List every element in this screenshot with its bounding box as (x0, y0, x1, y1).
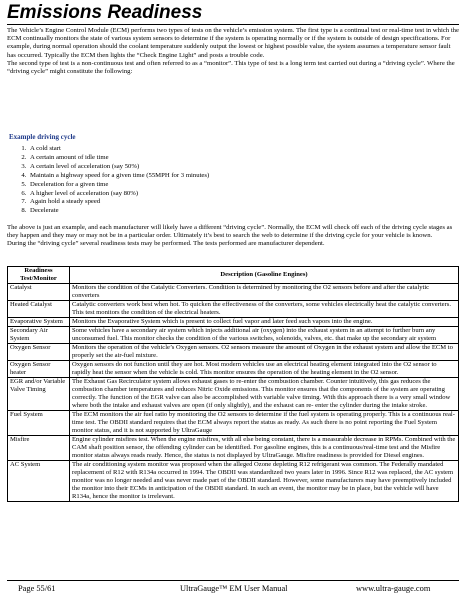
list-item: 4. Maintain a highway speed for a given time (55MPH for 3 minutes) (28, 172, 209, 181)
monitor-name: Oxygen Sensor heater (8, 361, 70, 378)
monitor-description: Catalytic converters work best when hot. To quicken the effectiveness of the converters, some vehicles electrically heat the catalytic converters. This test monitors the condition of the electrical heaters. (70, 301, 459, 318)
driving-cycle-list (16, 145, 209, 216)
column-header: Description (Gasoline Engines) (70, 267, 459, 284)
footer-rule (7, 580, 459, 581)
list-item: 1. A cold start (28, 145, 209, 154)
list-item: 5. Deceleration for a given time (28, 181, 209, 190)
table-row (8, 318, 459, 327)
table-row (8, 361, 459, 378)
column-header: Readiness Test/Monitor (8, 267, 70, 284)
monitor-description: The air conditioning system monitor was proposed when the alleged Ozone depleting R12 refrigerant was common. The Federally mandated replacement of R12 with R134a occurred in 1994. The OBDII was standardized two years later in 1996. Since R12 was replaced, the AC system monitor was no longer needed and was never made part of the OBDII standard. However, some manufacturers may have preemptively included the monitor into their ECMs in anticipation of the OBDII standard. In such an event, the monitor may be in place, but the vehicle will have R134a, hence the monitor is irrelevant. (70, 461, 459, 502)
monitor-description: Monitors the Evaporative System which is present to collect fuel vapor and later feed such vapors into the engine. (70, 318, 459, 327)
monitor-description: The Exhaust Gas Recirculator system allows exhaust gases to re-enter the combustion chamber. Counter intuitively, this gas reduces the combustion chamber temperatures and reduces Nitric Oxide emissions. This monitor ensures that the components of the system are operating correctly. The function of the EGR valve can also be accomplished with variable valve timing. With this approach there is a very small window where both the intake and exhaust valves are open (if only slightly), and the exhaust can re- enter the cylinder during the intake stroke. (70, 378, 459, 411)
after-list-text (7, 224, 459, 249)
monitor-name: Secondary Air System (8, 327, 70, 344)
title-underline (7, 24, 459, 25)
intro-paragraph: The Vehicle’s Engine Control Module (ECM) performs two types of tests on the vehicle’s emission system. The first type is a continual test or real-time test in which the ECM continually monitors the state of various system sensors to determine if the system is operating normally or if the system is outside of design specifications. For example, during normal operation should the coolant temperature suddenly output the lowest or highest possible value, the system assumes a temperature sensor fault has occurred. Typically the ECM then lights the “Check Engine Light” and posts a trouble code. (7, 27, 459, 59)
intro-text (7, 27, 459, 76)
monitor-name: Oxygen Sensor (8, 344, 70, 361)
list-item: 8. Decelerate (28, 207, 209, 216)
table-header-row (8, 267, 459, 284)
monitor-name: AC System (8, 461, 70, 502)
monitor-description: Engine cylinder misfires test. When the engine misfires, with all else being constant, there is a measurable decrease in RPMs. Combined with the CAM shaft position sensor, the offending cylinder can be identified. For gasoline engines, this is a continuous/real-time test and the Misfire monitor status always reads ready. Hence, the status is not displayed by UltraGauge. Misfire readiness is provided for Diesel engines. (70, 436, 459, 461)
footer-manual-title: UltraGauge™ EM User Manual (180, 584, 288, 593)
list-item: 6. A higher level of acceleration (say 80%) (28, 190, 209, 199)
table-row (8, 344, 459, 361)
footer-page-number: Page 55/61 (18, 584, 56, 593)
body-paragraph: During the “driving cycle” several readiness tests may be performed. The tests performed are manufacturer dependent. (7, 240, 325, 248)
monitor-description: Oxygen sensors do not function until they are hot. Most modern vehicles use an electrical heating element integrated into the O2 sensor to rapidly heat the sensor when the vehicle is cold. This monitor ensures the operation of the heating element in the O2 sensor. (70, 361, 459, 378)
list-item: 7. Again hold a steady speed (28, 198, 209, 207)
monitor-description: Some vehicles have a secondary air system which injects additional air (oxygen) into the exhaust system in an attempt to further burn any unconsumed fuel. This monitor checks the condition of the various switches, solenoids, valves, etc. that make up the secondary air system (70, 327, 459, 344)
table-row (8, 436, 459, 461)
body-paragraph: The above is just an example, and each manufacturer will likely have a different “driving cycle”. Normally, the ECM will check off each of the driving cycle stages as they happen and they may or may not be in a particular order. Ultimately it’s best to search the web to determine if the driving cycle for your vehicle is known. (7, 224, 453, 240)
monitor-name: Fuel System (8, 411, 70, 436)
monitor-name: Evaporative System (8, 318, 70, 327)
monitor-description: Monitors the operation of the vehicle’s Oxygen sensors. O2 sensors measure the amount of Oxygen in the exhaust system and allow the ECM to properly set the air-fuel mixture. (70, 344, 459, 361)
monitor-description: Monitors the condition of the Catalytic Converters. Condition is determined by monitoring the O2 sensors before and after the catalytic converters (70, 284, 459, 301)
list-item: 2. A certain amount of idle time (28, 154, 209, 163)
monitor-name: EGR and/or Variable Valve Timing (8, 378, 70, 411)
table-row (8, 411, 459, 436)
example-heading: Example driving cycle (9, 133, 76, 141)
readiness-table (7, 266, 459, 502)
monitor-name: Heated Catalyst (8, 301, 70, 318)
list-item: 3. A certain level of acceleration (say 50%) (28, 163, 209, 172)
monitor-description: The ECM monitors the air fuel ratio by monitoring the O2 sensors to determine if the fuel system is operating properly. This is a continuous real-time test. The OBDII standard requires that the ECM always report the status as ready. As such there is no point reporting the Fuel System monitor status, and it is not supported by UltraGauge (70, 411, 459, 436)
page-title: Emissions Readiness (7, 2, 203, 23)
table-row (8, 461, 459, 502)
monitor-name: Misfire (8, 436, 70, 461)
intro-paragraph: The second type of test is a non-continuous test and often referred to as a “monitor”. This type of test is a long term test carried out during a “driving cycle”. Where the “driving cycle” might constitute the following: (7, 59, 455, 76)
monitor-name: Catalyst (8, 284, 70, 301)
table-row (8, 378, 459, 411)
footer-website: www.ultra-gauge.com (356, 584, 431, 593)
table-row (8, 327, 459, 344)
table-row (8, 284, 459, 301)
table-row (8, 301, 459, 318)
